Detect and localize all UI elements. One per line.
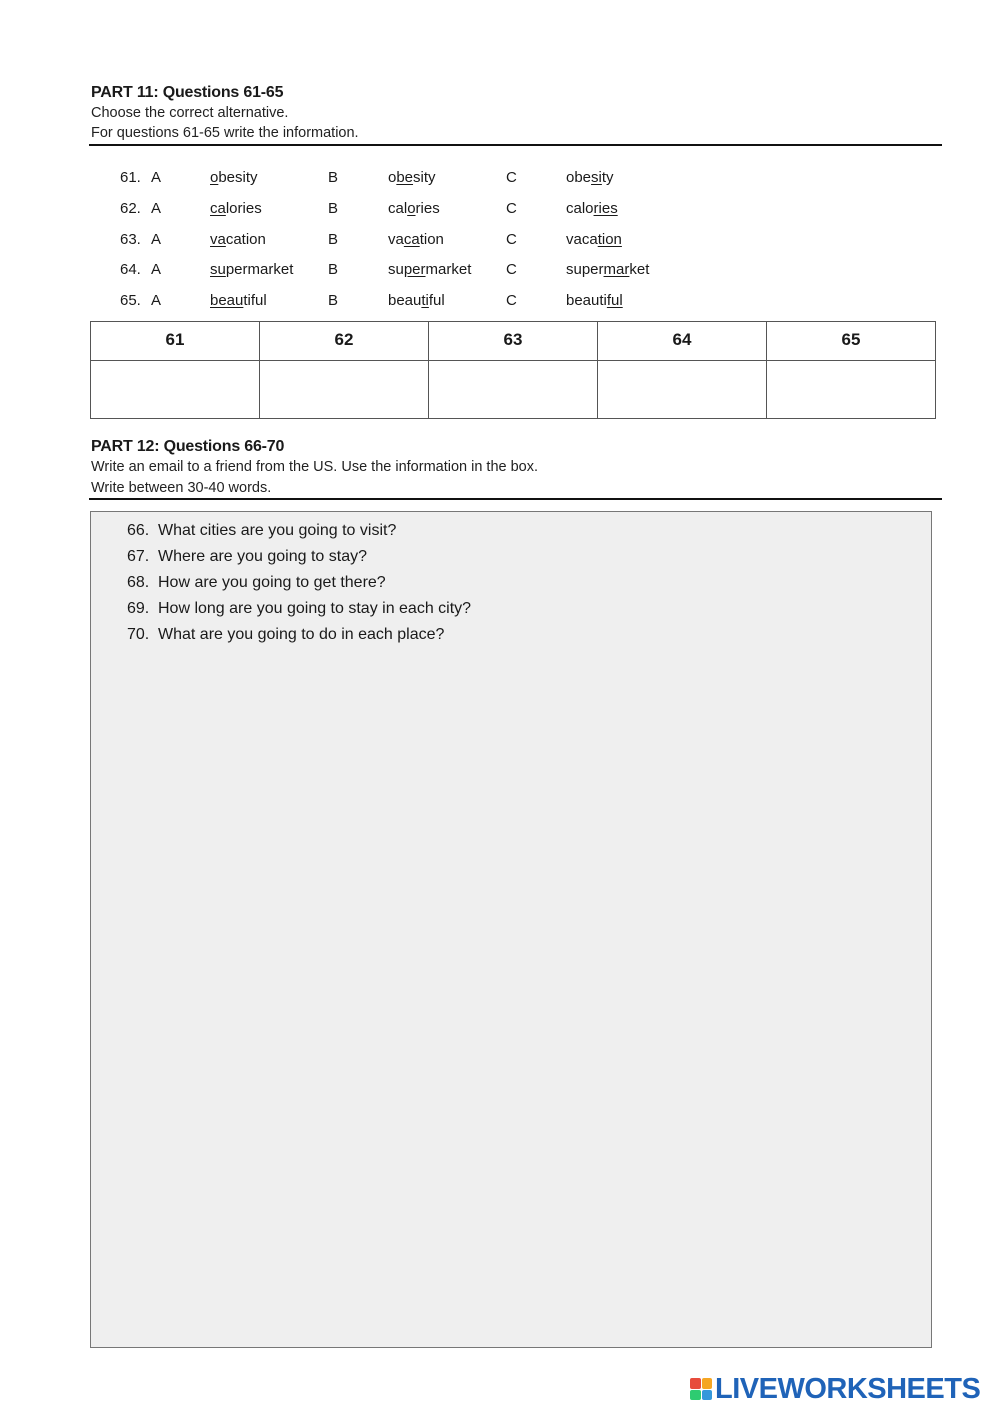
option-word-a (210, 169, 258, 186)
option-letter: B (328, 261, 339, 278)
answer-cell-61 (91, 361, 260, 419)
email-prompt: 67. Where are you going to stay? (127, 548, 368, 565)
word-part: lories (225, 200, 262, 217)
option-word-b (388, 231, 444, 248)
option-letter: C (506, 231, 517, 248)
answer-cell-63 (429, 361, 598, 419)
word-part: ket (629, 261, 650, 278)
option-letter: A (151, 169, 162, 186)
email-prompt: 69. How long are you going to stay in each city? (127, 600, 472, 617)
email-prompt-list (127, 522, 471, 652)
word-part: sity (413, 169, 436, 186)
option-letter: A (151, 200, 162, 217)
option-word-a (210, 261, 293, 278)
option-word-c (566, 292, 623, 309)
word-part: obe (566, 169, 592, 186)
email-writing-box (90, 511, 932, 1348)
option-letter: B (328, 292, 339, 309)
word-part: va (388, 231, 404, 248)
option-letter: C (506, 261, 517, 278)
question-row (0, 200, 999, 222)
answer-cell-65 (767, 361, 936, 419)
answer-header: 63 (429, 322, 598, 361)
underlined-syllable: per (403, 261, 426, 278)
part-12-divider (89, 498, 942, 500)
underlined-syllable: va (210, 231, 226, 248)
word-part: cal (388, 200, 408, 217)
option-word-c (566, 200, 618, 217)
word-part: cation (225, 231, 266, 248)
answer-header: 61 (91, 322, 260, 361)
part-12-instruction-1: Write an email to a friend from the US. Use the information in the box. (91, 459, 539, 475)
word-part: calo (566, 200, 594, 217)
email-prompt: 70. What are you going to do in each place? (127, 626, 445, 643)
answer-cell-64 (598, 361, 767, 419)
word-part: market (425, 261, 472, 278)
part-11-instruction-2: For questions 61-65 write the information. (91, 125, 359, 141)
question-row (0, 292, 999, 314)
word-part: besity (218, 169, 258, 186)
option-letter: C (506, 169, 517, 186)
underlined-syllable: o (407, 200, 416, 217)
option-word-a (210, 200, 262, 217)
part-11-divider (89, 144, 942, 146)
option-letter: B (328, 231, 339, 248)
word-part: permarket (225, 261, 294, 278)
word-part: beau (388, 292, 422, 309)
answer-header: 62 (260, 322, 429, 361)
option-word-a (210, 231, 266, 248)
word-part: su (388, 261, 404, 278)
option-letter: A (151, 261, 162, 278)
word-part: tion (419, 231, 444, 248)
option-word-b (388, 292, 445, 309)
word-part: super (566, 261, 604, 278)
underlined-syllable: ti (421, 292, 429, 309)
option-letter: B (328, 169, 339, 186)
word-part: ful (428, 292, 445, 309)
option-letter: B (328, 200, 339, 217)
answer-input-61[interactable] (92, 362, 258, 417)
option-word-b (388, 261, 471, 278)
part-12-instruction-2: Write between 30-40 words. (91, 480, 272, 496)
part-11-heading: PART 11: Questions 61-65 (91, 84, 284, 101)
underlined-syllable: su (210, 261, 226, 278)
option-letter: A (151, 231, 162, 248)
word-part: vaca (566, 231, 598, 248)
word-part: tiful (243, 292, 267, 309)
option-letter: C (506, 200, 517, 217)
answer-input-64[interactable] (599, 362, 765, 417)
option-word-c (566, 231, 622, 248)
liveworksheets-logo-icon (690, 1378, 712, 1400)
logo-square (702, 1390, 713, 1401)
part-11-instruction-1: Choose the correct alternative. (91, 105, 289, 121)
option-word-b (388, 169, 436, 186)
option-word-c (566, 169, 614, 186)
word-part: ries (415, 200, 440, 217)
question-number: 64. (120, 261, 141, 278)
logo-square (690, 1390, 701, 1401)
answer-header: 65 (767, 322, 936, 361)
answer-input-63[interactable] (430, 362, 596, 417)
question-number: 63. (120, 231, 141, 248)
option-word-b (388, 200, 440, 217)
answer-cell-62 (260, 361, 429, 419)
underlined-syllable: o (210, 169, 219, 186)
underlined-syllable: be (396, 169, 414, 186)
email-prompt: 66. What cities are you going to visit? (127, 522, 397, 539)
underlined-syllable: ca (403, 231, 420, 248)
option-letter: C (506, 292, 517, 309)
word-part: o (388, 169, 397, 186)
logo-text: LIVEWORKSHEETS (715, 1373, 981, 1405)
option-word-a (210, 292, 267, 309)
option-word-c (566, 261, 649, 278)
email-textarea[interactable] (101, 662, 925, 1341)
answer-input-62[interactable] (261, 362, 427, 417)
question-number: 61. (120, 169, 141, 186)
answer-input-65[interactable] (768, 362, 934, 417)
underlined-syllable: mar (603, 261, 630, 278)
underlined-syllable: si (591, 169, 602, 186)
logo-square (702, 1378, 713, 1389)
liveworksheets-logo (690, 1374, 980, 1404)
underlined-syllable: tion (597, 231, 622, 248)
question-row (0, 231, 999, 253)
part-12-heading: PART 12: Questions 66-70 (91, 438, 285, 455)
word-part: beauti (566, 292, 607, 309)
email-prompt: 68. How are you going to get there? (127, 574, 386, 591)
word-part: ty (601, 169, 614, 186)
answer-header: 64 (598, 322, 767, 361)
logo-square (690, 1378, 701, 1389)
underlined-syllable: ries (593, 200, 618, 217)
option-letter: A (151, 292, 162, 309)
underlined-syllable: ca (210, 200, 226, 217)
underlined-syllable: beau (210, 292, 244, 309)
question-row (0, 169, 999, 191)
answer-table (90, 321, 936, 419)
question-number: 62. (120, 200, 141, 217)
question-row (0, 261, 999, 283)
underlined-syllable: ful (606, 292, 623, 309)
question-number: 65. (120, 292, 141, 309)
